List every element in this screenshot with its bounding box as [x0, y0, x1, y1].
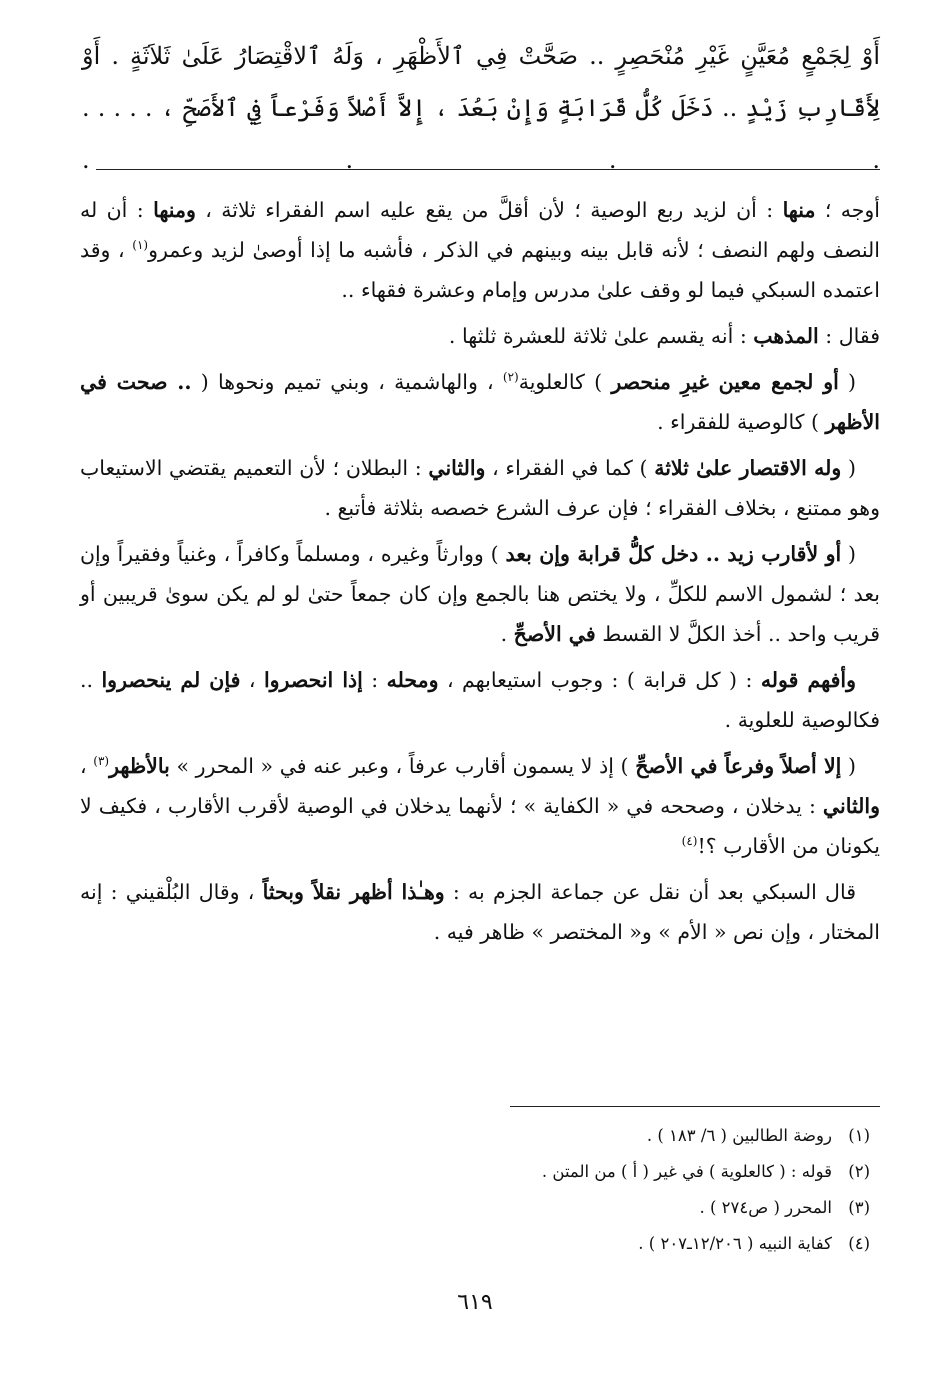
- footnote-number: (١): [848, 1126, 870, 1145]
- footnote-ref-1[interactable]: (١): [132, 238, 149, 253]
- matn-block: [82, 30, 880, 186]
- commentary-paragraph-5: ( أو لأقارب زيد .. دخل كلُّ قرابة وإن بعد ) ووارثاً وغيره ، ومسلماً وكافراً ، وغنياً وفقيراً وإن بعد ؛ لشمول الاسم للكلِّ ، ولا يختص هنا بالجمع وإن كان جمعاً حتىٰ لو لم يكن سوىٰ قريبين أو قريب واحد .. أخذ الكلَّ لا القسط في الأصحِّ .: [80, 542, 880, 646]
- commentary-paragraph-4: ( وله الاقتصار علىٰ ثلاثة ) كما في الفقراء ، والثاني : البطلان ؛ لأن التعميم يقتضي الاستيعاب وهو ممتنع ، بخلاف الفقراء ؛ فإن عرف الشرع خصصه بثلاثة فأتبع .: [80, 456, 880, 520]
- commentary-paragraph-8: قال السبكي بعد أن نقل عن جماعة الجزم به : وهـٰذا أظهر نقلاً وبحثاً ، وقال البُلْقيني : إنه المختار ، وإن نص « الأم » و« المختصر » ظاهر فيه .: [80, 880, 880, 944]
- section-divider: [96, 169, 880, 170]
- footnote-1: [300, 1118, 870, 1154]
- footnote-divider: [510, 1106, 880, 1107]
- footnote-number: (٤): [848, 1234, 870, 1253]
- footnote-2: [300, 1154, 870, 1190]
- footnote-text: قوله : ( كالعلوية ) في غير ( أ ) من المتن .: [541, 1162, 832, 1181]
- commentary-paragraph-6: وأفهم قوله : ( كل قرابة ) : وجوب استيعابهم ، ومحله : إذا انحصروا ، فإن لم ينحصروا .. فكالوصية للعلوية .: [80, 668, 880, 732]
- page-number: ٦١٩: [457, 1290, 493, 1315]
- footnote-number: (٢): [848, 1162, 870, 1181]
- matn-line-2: لِأَقَارِبِ زَيْدٍ .. دَخَلَ كُلُّ قَرَابَةٍ وَإِنْ بَعُدَ ، إِلاَّ أَصْلاً وَفَرْعاً فِي ٱلأَصَحِّ ، . . . . . . . . .: [82, 94, 880, 174]
- footnote-ref-2[interactable]: (٢): [502, 370, 519, 385]
- footnote-3: [300, 1190, 870, 1226]
- commentary-paragraph-7: ( إلا أصلاً وفرعاً في الأصحِّ ) إذ لا يسمون أقارب عرفاً ، وعبر عنه في « المحرر » بالأظهر$^{(٣)}$ ، والثاني : يدخلان ، وصححه في « الكفاية » ؛ لأنهما يدخلان في الوصية لأقرب الأقارب ، فكيف لا يكونان من الأقارب ؟!$^{(٤)}$: [80, 754, 880, 858]
- commentary-block: [80, 190, 880, 958]
- footnote-number: (٣): [848, 1198, 870, 1217]
- commentary-paragraph-3: ( أو لجمع معين غيرِ منحصر ) كالعلوية$^{(٢)}$ ، والهاشمية ، وبني تميم ونحوها ( .. صحت في الأظهر ) كالوصية للفقراء .: [80, 370, 880, 434]
- commentary-paragraph-1: أوجه ؛ منها : أن لزيد ربع الوصية ؛ لأن أقلَّ من يقع عليه اسم الفقراء ثلاثة ، ومنها : أن له النصف ولهم النصف ؛ لأنه قابل بينه وبينهم في الذكر ، فأشبه ما إذا أوصىٰ لزيد وعمرو$^{(١)}$ ، وقد اعتمده السبكي فيما لو وقف علىٰ مدرس وإمام وعشرة فقهاء ..: [80, 198, 880, 302]
- footnote-text: روضة الطالبين ( ٦/ ١٨٣ ) .: [646, 1126, 832, 1145]
- footnote-4: [300, 1226, 870, 1262]
- footnote-text: المحرر ( ص٢٧٤ ) .: [699, 1198, 832, 1217]
- footnote-ref-3[interactable]: (٣): [93, 754, 110, 769]
- footnotes: [300, 1118, 870, 1262]
- matn-line-1: أَوْ لِجَمْعٍ مُعَيَّنٍ غَيْرِ مُنْحَصِرٍ .. صَحَّتْ فِي ٱلأَظْهَرِ ، وَلَهُ ٱلاقْتِصَارُ عَلَىٰ ثَلاَثَةٍ . أَوْ: [82, 42, 880, 70]
- footnote-ref-4[interactable]: (٤): [681, 834, 698, 849]
- footnote-text: كفاية النبيه ( ١٢/٢٠٦ـ٢٠٧ ) .: [638, 1234, 832, 1253]
- commentary-paragraph-2: فقال : المذهب : أنه يقسم علىٰ ثلاثة للعشرة ثلثها .: [448, 324, 880, 348]
